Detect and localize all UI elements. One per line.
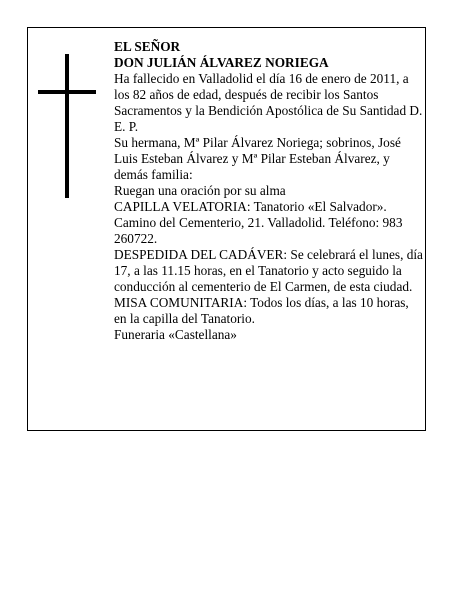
cross-icon [38, 54, 96, 198]
obituary-text [114, 39, 424, 343]
obituary-notice [27, 27, 426, 431]
prayer-request: Ruegan una oración por su alma [114, 183, 286, 198]
family-list: Su hermana, Mª Pilar Álvarez Noriega; sobrinos, José Luis Esteban Álvarez y Mª Pilar Esteban Álvarez, y demás familia: [114, 135, 401, 182]
funeral-home: Funeraria «Castellana» [114, 327, 237, 342]
wake-chapel-info: CAPILLA VELATORIA: Tanatorio «El Salvador». Camino del Cementerio, 21. Valladolid. Teléfono: 983 260722. [114, 199, 403, 246]
cross-horizontal-bar [38, 90, 96, 94]
farewell-info: DESPEDIDA DEL CADÁVER: Se celebrará el lunes, día 17, a las 11.15 horas, en el Tanatorio y acto seguido la conducción al cementerio de El Carmen, de esta ciudad. [114, 247, 423, 294]
cross-vertical-bar [65, 54, 69, 198]
obituary-title: EL SEÑOR [114, 39, 181, 54]
community-mass-info: MISA COMUNITARIA: Todos los días, a las 10 horas, en la capilla del Tanatorio. [114, 295, 409, 326]
deceased-name: DON JULIÁN ÁLVAREZ NORIEGA [114, 55, 329, 70]
death-announcement: Ha fallecido en Valladolid el día 16 de enero de 2011, a los 82 años de edad, después de recibir los Santos Sacramentos y la Bendición Apostólica de Su Santidad D. E. P. [114, 71, 423, 134]
